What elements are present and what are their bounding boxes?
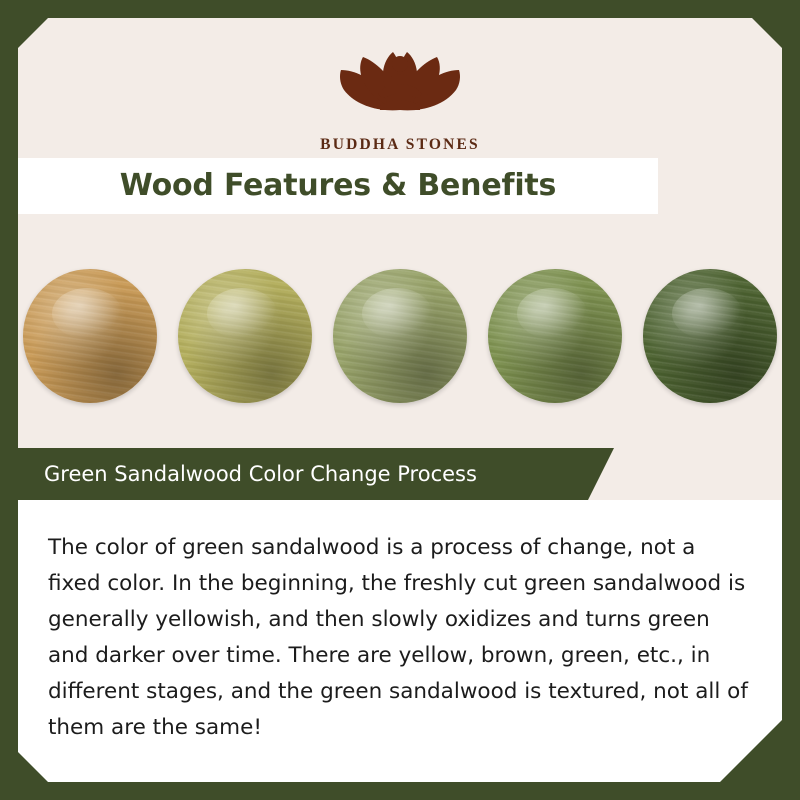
lotus-meditation-icon bbox=[310, 32, 490, 132]
page-title: Wood Features & Benefits bbox=[119, 168, 557, 203]
bead-stage-3-light-green bbox=[333, 269, 467, 403]
brand-name: BUDDHA STONES bbox=[320, 136, 480, 153]
description-block bbox=[18, 500, 782, 782]
inner-panel bbox=[18, 18, 782, 782]
bead-highlight bbox=[362, 288, 432, 339]
bead-stage-4-green bbox=[488, 269, 622, 403]
description-text: The color of green sandalwood is a process of change, not a fixed color. In the beginning, the freshly cut green sandalwood is generally yellowish, and then slowly oxidizes and turns green and darker over time. There are yellow, brown, green, etc., in different stages, and the green sandalwood is textured, not all of them are the same! bbox=[48, 535, 748, 740]
wedge-bottom-right bbox=[720, 720, 782, 782]
bead-color-stages bbox=[18, 256, 782, 416]
bead-stage-5-dark-green bbox=[643, 269, 777, 403]
corner-decoration-top-left bbox=[18, 18, 48, 48]
bead-highlight bbox=[517, 288, 587, 339]
brand-logo-area bbox=[18, 32, 782, 154]
section-subtitle: Green Sandalwood Color Change Process bbox=[44, 462, 477, 486]
bead-stage-2-yellow-green bbox=[178, 269, 312, 403]
title-band bbox=[18, 158, 782, 214]
corner-decoration-top-right bbox=[752, 18, 782, 48]
bead-highlight bbox=[672, 288, 742, 339]
bead-highlight bbox=[207, 288, 277, 339]
bead-stage-1-yellow-brown bbox=[23, 269, 157, 403]
corner-decoration-bottom-left bbox=[18, 752, 48, 782]
subtitle-ribbon-tail bbox=[588, 448, 614, 500]
bead-highlight bbox=[52, 288, 122, 339]
